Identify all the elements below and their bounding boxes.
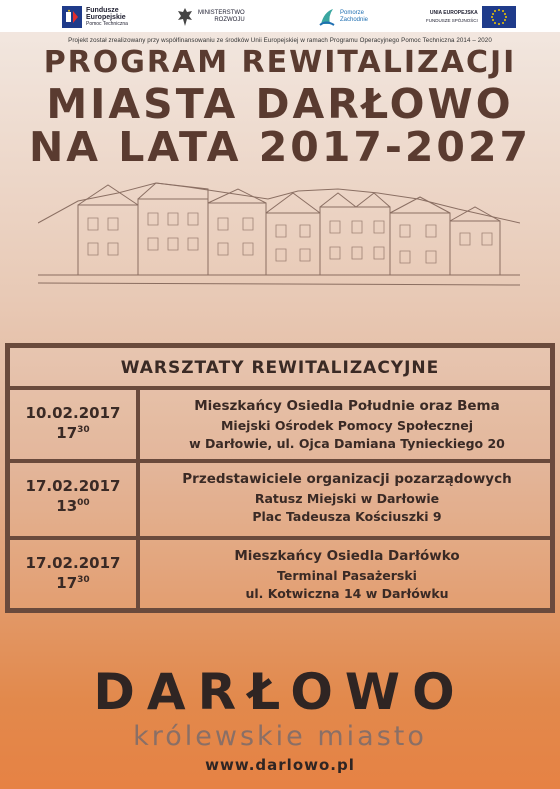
pomorze-line2: Zachodnie [340, 17, 369, 23]
workshop-info [144, 463, 550, 524]
title-line-3: NA LATA 2017-2027 [28, 123, 532, 171]
workshops-header: WARSZTATY REWITALIZACYJNE [10, 348, 550, 390]
eu-line1: UNIA EUROPEJSKA [429, 10, 478, 16]
workshop-address: ul. Kotwiczna 14 w Darłówku [245, 586, 449, 601]
title-line-2: MIASTA DARŁOWO [46, 80, 514, 128]
date-cell [10, 390, 140, 459]
workshop-time: $13^{00}$ [56, 497, 90, 515]
workshop-row-3 [10, 540, 550, 608]
workshop-time: $17^{30}$ [56, 574, 90, 592]
eu-line2: FUNDUSZE SPÓJNOŚCI [426, 18, 478, 23]
pomorze-icon [318, 6, 336, 28]
fundusze-europejskie-logo [62, 4, 128, 30]
brand-tagline: królewskie miasto [133, 721, 427, 752]
workshop-row-1 [10, 390, 550, 463]
workshop-time: $17^{30}$ [56, 424, 90, 442]
workshop-date: 17.02.2017 [25, 477, 121, 495]
workshop-date: 10.02.2017 [25, 404, 121, 422]
brand-name: DARŁOWO [93, 663, 467, 721]
eu-logo [426, 4, 516, 30]
workshop-venue: Terminal Pasażerski [277, 568, 417, 583]
workshops-table [5, 343, 555, 613]
cofinancing-note: Projekt został zrealizowany przy współfinansowaniu ze środków Unii Europejskiej w ramach Programu Operacyjnego Pomoc Techniczna 2014 – 2020 [68, 37, 492, 45]
workshop-audience: Mieszkańcy Osiedla Południe oraz Bema [194, 398, 500, 414]
fe-line2: Europejskie [86, 13, 126, 21]
pomorze-zachodnie-logo [318, 4, 368, 30]
title-line-1: PROGRAM REWITALIZACJI [43, 45, 517, 80]
eu-flag-icon [482, 6, 516, 28]
workshop-date: 17.02.2017 [25, 554, 121, 572]
date-cell [10, 463, 140, 536]
fe-line3: Pomoc Techniczna [86, 20, 128, 27]
ministry-line1: MINISTERSTWO [198, 10, 245, 16]
workshop-info [144, 540, 550, 601]
old-town-sketch [38, 163, 520, 288]
pomorze-line1: Pomorze [340, 10, 365, 16]
fe-line1: Fundusze [86, 6, 119, 14]
ministry-line2: ROZWOJU [214, 17, 245, 23]
website-link[interactable]: www.darlowo.pl [205, 756, 355, 774]
date-cell [10, 540, 140, 608]
workshop-address: w Darłowie, ul. Ojca Damiana Tynieckiego 20 [189, 436, 505, 451]
workshop-audience: Przedstawiciele organizacji pozarządowych [182, 471, 512, 487]
workshop-venue: Ratusz Miejski w Darłowie [254, 491, 440, 506]
eagle-icon [176, 6, 194, 28]
workshop-info [144, 390, 550, 451]
ministry-logo [176, 4, 245, 30]
workshop-address: Plac Tadeusza Kościuszki 9 [252, 509, 442, 524]
fundusze-europejskie-icon [62, 6, 82, 28]
workshop-row-2 [10, 463, 550, 540]
workshop-audience: Mieszkańcy Osiedla Darłówko [234, 548, 460, 564]
workshop-venue: Miejski Ośrodek Pomocy Społecznej [220, 418, 474, 433]
logo-strip [0, 0, 560, 32]
